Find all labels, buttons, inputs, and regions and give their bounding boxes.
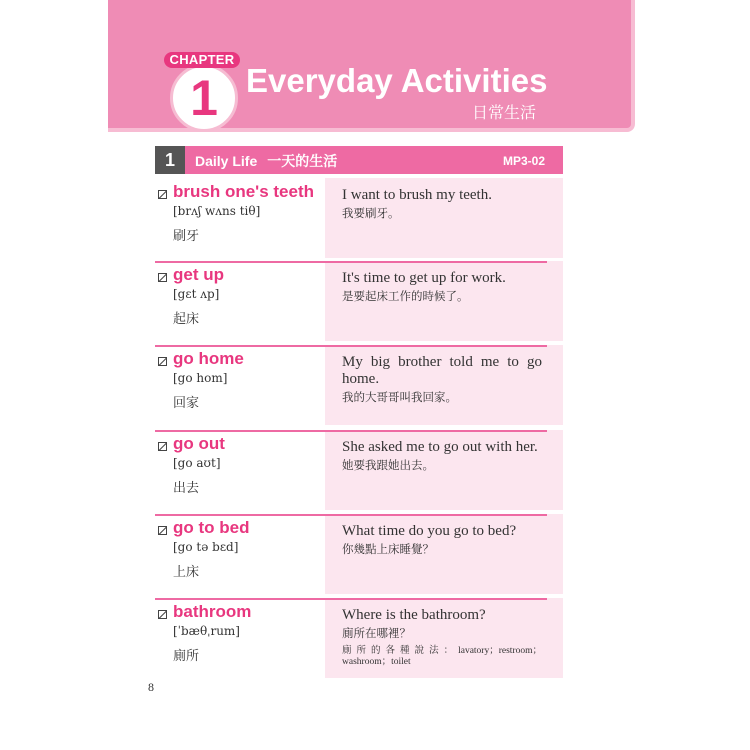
phonetic: [brʌʃ wʌns tiθ] [173,204,261,218]
vocab-word: brush one's teeth [173,182,315,201]
vocab-entry [155,598,563,680]
chinese-meaning: 刷牙 [173,229,200,244]
vocab-word: get up [173,265,224,284]
checkbox-icon[interactable] [158,273,167,282]
vocab-word: bathroom [173,602,252,621]
chapter-title: Everyday Activities [246,62,548,99]
checkbox-icon[interactable] [158,190,167,199]
section-title-zh: 一天的生活 [267,154,338,170]
sentence-en: What time do you go to bed? [342,523,517,539]
sentence-en: I want to brush my teeth. [342,187,492,203]
example-sentence [342,523,542,558]
vocab-word: go home [173,349,244,368]
example-sentence [342,439,542,474]
checkbox-icon[interactable] [158,610,167,619]
phonetic: [go aʊt] [173,456,221,470]
vocab-entry [155,430,563,512]
chapter-badge: CHAPTER [164,52,240,68]
checkbox-icon[interactable] [158,442,167,451]
section-title [195,146,337,177]
usage-note: 廁所的各種說法：lavatory；restroom；washroom；toilet [342,646,542,667]
sentence-zh: 我的大哥哥叫我回家。 [342,390,457,404]
chapter-number-circle [170,64,238,132]
checkbox-icon[interactable] [158,357,167,366]
chinese-meaning: 出去 [173,481,200,496]
chinese-meaning: 上床 [173,565,200,580]
checkbox-icon[interactable] [158,526,167,535]
vocab-entry [155,178,563,260]
entry-divider [155,345,547,347]
chinese-meaning: 廁所 [173,649,200,664]
entry-divider [155,598,547,600]
section-header [155,146,563,174]
chapter-number: 1 [190,70,218,126]
entry-divider [155,514,547,516]
section-title-en: Daily Life [195,153,258,169]
sentence-zh: 是要起床工作的時候了。 [342,289,469,303]
example-sentence [342,607,542,668]
phonetic: [ˈbæθˌrum] [173,624,240,638]
vocab-entry [155,514,563,596]
example-sentence [342,354,542,406]
phonetic: [go tə bɛd] [173,540,239,554]
sentence-en: Where is the bathroom? [342,607,486,623]
sentence-en: My big brother told me to go home. [342,354,542,387]
vocab-entry [155,345,563,427]
vocab-word: go out [173,434,225,453]
phonetic: [gɛt ʌp] [173,287,220,301]
chinese-meaning: 回家 [173,396,200,411]
entry-divider [155,261,547,263]
section-number: 1 [155,146,185,174]
sentence-en: It's time to get up for work. [342,270,506,286]
sentence-zh: 我要刷牙。 [342,206,400,220]
sentence-zh: 你幾點上床睡覺？ [342,542,434,556]
phonetic: [go hom] [173,371,228,385]
sentence-zh: 她要我跟她出去。 [342,458,434,472]
sentence-en: She asked me to go out with her. [342,439,538,455]
example-sentence [342,270,542,305]
entry-divider [155,430,547,432]
sentence-zh: 廁所在哪裡？ [342,626,411,640]
vocab-entry [155,261,563,343]
chinese-meaning: 起床 [173,312,200,327]
audio-track-label: MP3-02 [502,154,545,168]
page-number: 8 [148,680,154,694]
vocab-word: go to bed [173,518,250,537]
example-sentence [342,187,542,222]
chapter-subtitle: 日常生活 [472,103,537,122]
